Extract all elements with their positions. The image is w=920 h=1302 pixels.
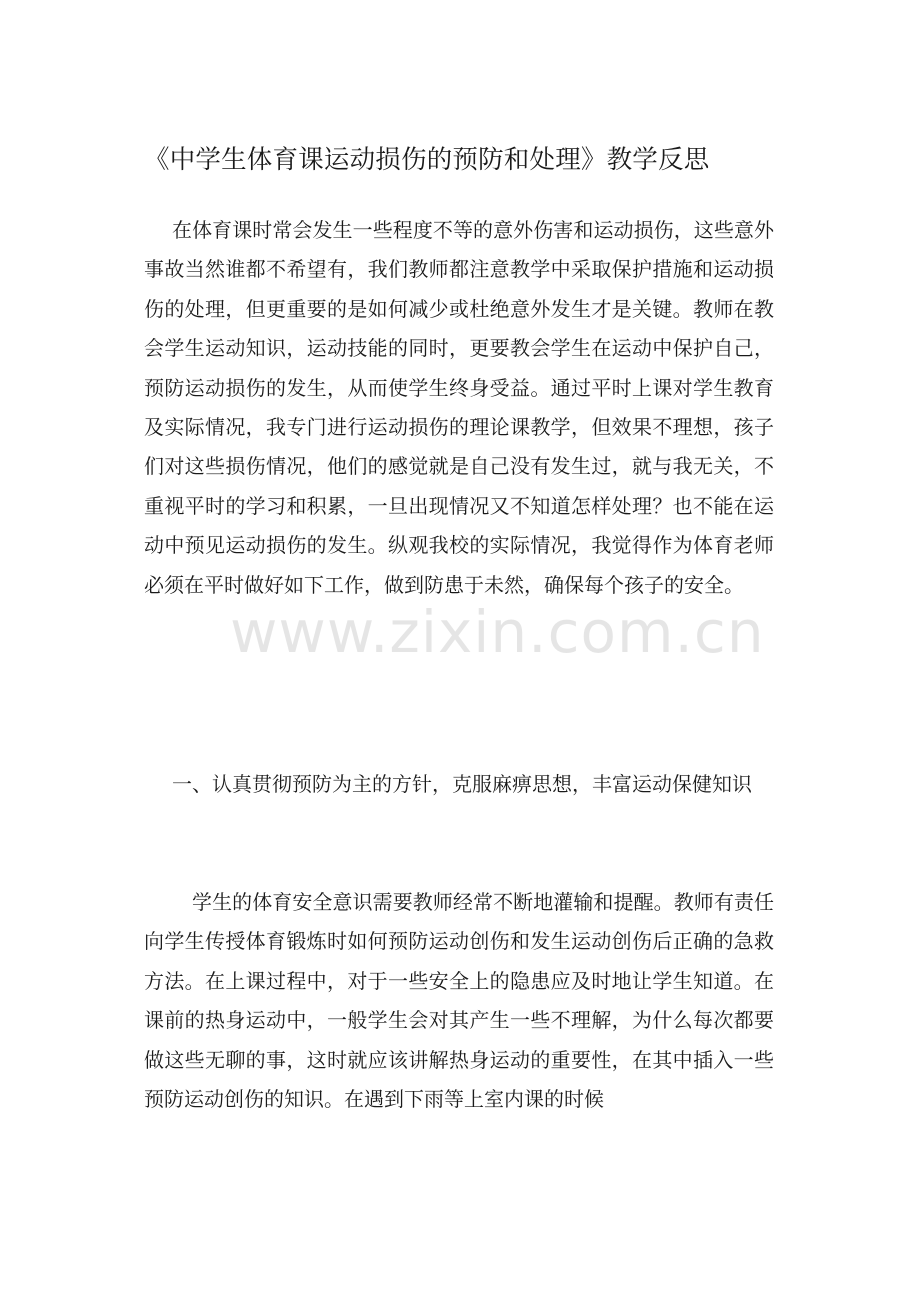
watermark: www.zixin.com.cn <box>230 598 765 666</box>
body-paragraph-intro: 在体育课时常会发生一些程度不等的意外伤害和运动损伤，这些意外事故当然谁都不希望有，我们教师都注意教学中采取保护措施和运动损伤的处理，但更重要的是如何减少或杜绝意外发生才是关键。教师在教会学生运动知识，运动技能的同时，更要教会学生在运动中保护自己，预防运动损伤的发生，从而使学生终身受益。通过平时上课对学生教育及实际情况，我专门进行运动损伤的理论课教学，但效果不理想，孩子们对这些损伤情况，他们的感觉就是自己没有发生过，就与我无关，不重视平时的学习和积累，一旦出现情况又不知道怎样处理？也不能在运动中预见运动损伤的发生。纵观我校的实际情况，我觉得作为体育老师必须在平时做好如下工作，做到防患于未然，确保每个孩子的安全。 <box>144 218 774 597</box>
document-title: 《中学生体育课运动损伤的预防和处理》教学反思 <box>144 145 710 175</box>
body-paragraph-section-1: 学生的体育安全意识需要教师经常不断地灌输和提醒。教师有责任向学生传授体育锻炼时如何预防运动创伤和发生运动创伤后正确的急救方法。在上课过程中，对于一些安全上的隐患应及时地让学生知道。在课前的热身运动中，一般学生会对其产生一些不理解，为什么每次都要做这些无聊的事，这时就应该讲解热身运动的重要性，在其中插入一些预防运动创伤的知识。在遇到下雨等上室内课的时候 <box>144 890 774 1112</box>
section-heading-1: 一、认真贯彻预防为主的方针，克服麻痹思想，丰富运动保健知识 <box>172 772 752 796</box>
